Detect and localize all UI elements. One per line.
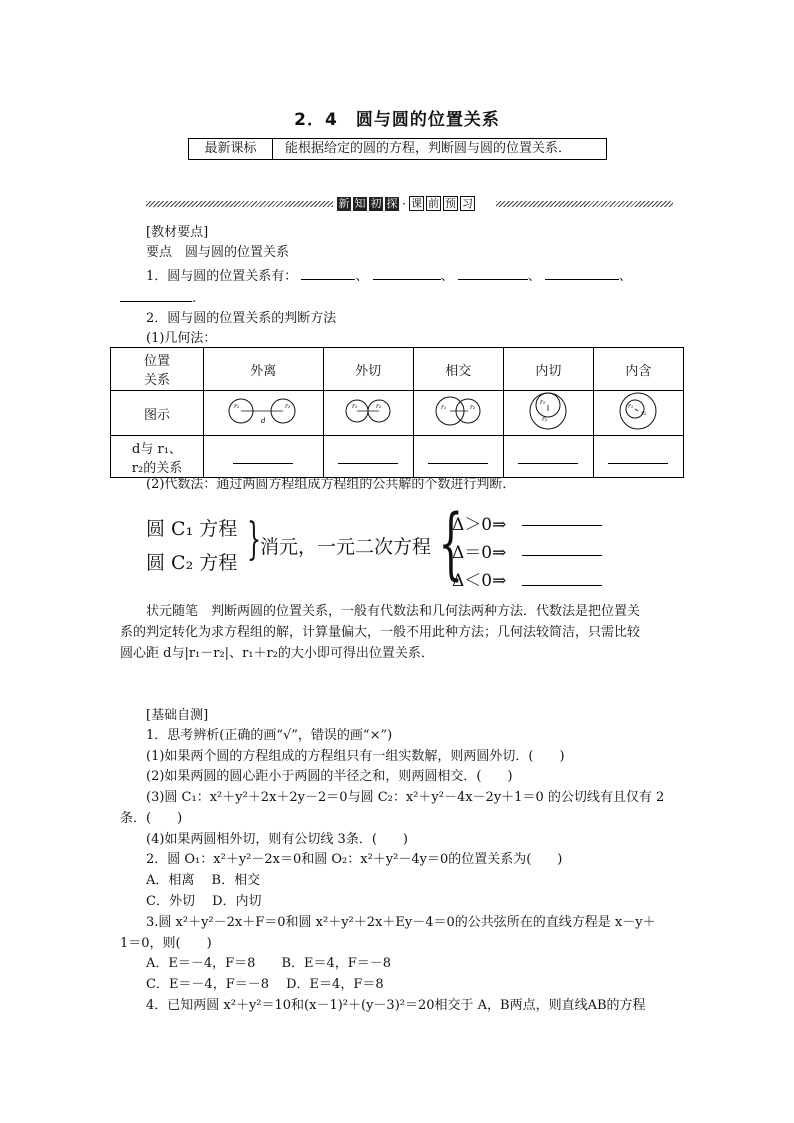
diagram-separate bbox=[204, 391, 324, 436]
circle-equation-1: 圆 C₁ 方程 bbox=[146, 518, 238, 540]
answer-blank[interactable] bbox=[522, 554, 602, 556]
header-label: 位置 bbox=[143, 354, 170, 369]
external-tangent-circles-figure bbox=[340, 393, 396, 429]
svg-text:r₂: r₂ bbox=[542, 416, 548, 423]
standard-text: 能根据给定的圆的方程，判断圆与圆的位置关系． bbox=[285, 141, 572, 156]
exercise-line: 3.圆 x²＋y²－2x＋F＝0和圆 x²＋y²＋2x＋Ey－4＝0的公共弦所在的直线方程是 x－y＋ bbox=[146, 915, 656, 930]
question-line bbox=[120, 289, 196, 307]
exercise-line: 1．思考辨析(正确的画“√”，错误的画“×”) bbox=[146, 728, 393, 743]
column-header: 相交 bbox=[413, 348, 503, 391]
banner-hatch-left bbox=[146, 201, 333, 207]
row-label bbox=[111, 436, 204, 478]
method-heading: 2．圆与圆的位置关系的判断方法 bbox=[146, 311, 337, 326]
banner-char: 初 bbox=[370, 196, 382, 210]
answer-blank[interactable] bbox=[608, 462, 668, 464]
banner-char: 前 bbox=[428, 197, 439, 210]
option-line: A．相离 B．相交 bbox=[146, 873, 261, 888]
question-line bbox=[146, 267, 632, 285]
svg-text:r₁: r₁ bbox=[352, 403, 358, 410]
curriculum-standard-box bbox=[188, 138, 607, 160]
banner-hatch-right bbox=[496, 201, 673, 207]
option-line: A．E＝－4，F＝8 B．E＝4，F＝－8 bbox=[146, 956, 392, 971]
line-end: . bbox=[192, 291, 197, 306]
svg-text:r₁: r₁ bbox=[234, 403, 240, 410]
banner-char: 知 bbox=[354, 196, 366, 210]
exercise-line: (1)如果两个圆的方程组成的方程组只有一组实数解，则两圆外切．( ) bbox=[146, 749, 565, 764]
exercise-line: (2)如果两圆的圆心距小于两圆的半径之和，则两圆相交．( ) bbox=[146, 769, 513, 784]
answer-blank[interactable] bbox=[373, 267, 441, 280]
row-label-line: d与 r₁、 bbox=[132, 441, 182, 457]
answer-cell bbox=[413, 436, 503, 478]
banner-char: 习 bbox=[462, 197, 473, 210]
internal-tangent-circles-figure bbox=[526, 391, 570, 431]
banner-label bbox=[337, 196, 475, 211]
answer-blank[interactable] bbox=[522, 584, 602, 586]
svg-text:r₁: r₁ bbox=[628, 403, 634, 410]
separator: 、 bbox=[618, 269, 632, 284]
right-brace: } bbox=[247, 514, 261, 565]
exercise-line: (4)如果两圆相外切，则有公切线 3条．( ) bbox=[146, 832, 408, 847]
column-header: 外离 bbox=[204, 348, 324, 391]
note-line: 状元随笔 判断两圆的位置关系，一般有代数法和几何法两种方法．代数法是把位置关 bbox=[146, 604, 641, 619]
answer-blank[interactable] bbox=[120, 289, 192, 302]
separator: 、 bbox=[355, 269, 369, 284]
separate-circles-figure bbox=[223, 393, 303, 429]
exercise-line: 2．圆 O₁：x²＋y²－2x＝0和圆 O₂：x²＋y²－4y＝0的位置关系为( ) bbox=[146, 852, 563, 867]
section-heading: [教材要点] bbox=[146, 225, 209, 240]
answer-blank[interactable] bbox=[545, 267, 619, 280]
position-relation-table bbox=[110, 347, 684, 478]
elimination-text: 消元，一元二次方程 bbox=[260, 536, 432, 558]
row-label-line: r₂的关系 bbox=[131, 460, 183, 476]
diagram-contain bbox=[593, 391, 683, 436]
option-line: C．外切 D．内切 bbox=[146, 894, 262, 909]
svg-text:r₂: r₂ bbox=[285, 403, 291, 410]
case-zero: Δ＝0⇒ bbox=[452, 543, 507, 563]
header-label: 关系 bbox=[143, 373, 170, 388]
column-header: 外切 bbox=[323, 348, 413, 391]
svg-text:r₂: r₂ bbox=[376, 403, 382, 410]
banner-char: 课 bbox=[411, 197, 422, 210]
standard-label: 最新课标 bbox=[189, 139, 273, 159]
geometric-method-label: (1)几何法： bbox=[146, 331, 217, 346]
row-label: 图示 bbox=[111, 391, 204, 436]
answer-cell bbox=[503, 436, 593, 478]
algebraic-method-intro: (2)代数法：通过两圆方程组成方程组的公共解的个数进行判断． bbox=[146, 477, 516, 492]
banner-dot: · bbox=[402, 196, 406, 211]
answer-blank[interactable] bbox=[522, 524, 602, 526]
svg-text:r₂: r₂ bbox=[470, 404, 476, 411]
table-corner-cell bbox=[111, 348, 204, 391]
exercise-line: 4．已知两圆 x²＋y²＝10和(x－1)²＋(y－3)²＝20相交于 A，B两点，则直线AB的方程 bbox=[146, 998, 646, 1013]
separator: 、 bbox=[440, 269, 454, 284]
diagram-external-tangent bbox=[323, 391, 413, 436]
option-line: C．E＝－4，F＝－8 D．E＝4，F＝8 bbox=[146, 977, 384, 992]
column-header: 内含 bbox=[593, 348, 683, 391]
exercise-line: 条．( ) bbox=[120, 811, 183, 826]
banner-char: 预 bbox=[445, 197, 456, 210]
key-point: 要点 圆与圆的位置关系 bbox=[146, 245, 290, 260]
answer-blank[interactable] bbox=[458, 267, 528, 280]
item1-prefix: 1．圆与圆的位置关系有： bbox=[146, 269, 298, 284]
left-brace: { bbox=[438, 499, 464, 589]
svg-text:d: d bbox=[261, 417, 266, 425]
case-negative: Δ＜0⇒ bbox=[452, 571, 507, 591]
diagram-internal-tangent bbox=[503, 391, 593, 436]
note-line: 圆心距 d与|r₁－r₂|、r₁＋r₂的大小即可得出位置关系． bbox=[120, 646, 434, 661]
answer-blank[interactable] bbox=[428, 462, 488, 464]
answer-blank[interactable] bbox=[518, 462, 578, 464]
intersecting-circles-figure bbox=[430, 392, 486, 430]
svg-text:r₁: r₁ bbox=[540, 399, 546, 406]
answer-blank[interactable] bbox=[233, 462, 293, 464]
contained-circles-figure bbox=[616, 391, 660, 431]
case-positive: Δ＞0⇒ bbox=[452, 515, 507, 535]
exercise-line: 1＝0，则( ) bbox=[120, 936, 212, 951]
banner-char: 新 bbox=[338, 196, 350, 210]
diagram-intersect bbox=[413, 391, 503, 436]
column-header: 内切 bbox=[503, 348, 593, 391]
circle-equation-2: 圆 C₂ 方程 bbox=[146, 552, 238, 574]
banner-char: 探 bbox=[386, 196, 398, 210]
separator: 、 bbox=[527, 269, 541, 284]
svg-text:r₁: r₁ bbox=[441, 404, 447, 411]
section-heading: [基础自测] bbox=[146, 708, 209, 723]
section-banner bbox=[146, 196, 673, 212]
algebraic-method-diagram bbox=[146, 499, 616, 591]
answer-cell bbox=[593, 436, 683, 478]
svg-text:r₂: r₂ bbox=[641, 410, 647, 417]
page-title: 2．4 圆与圆的位置关系 bbox=[294, 110, 500, 130]
answer-cell bbox=[323, 436, 413, 478]
answer-cell bbox=[204, 436, 324, 478]
answer-blank[interactable] bbox=[301, 267, 355, 280]
note-line: 系的判定转化为求方程组的解，计算量偏大，一般不用此种方法；几何法较简洁，只需比较 bbox=[120, 625, 641, 640]
answer-blank[interactable] bbox=[338, 462, 398, 464]
exercise-line: (3)圆 C₁：x²＋y²＋2x＋2y－2＝0与圆 C₂：x²＋y²－4x－2y＋1＝0 的公切线有且仅有 2 bbox=[146, 790, 665, 805]
